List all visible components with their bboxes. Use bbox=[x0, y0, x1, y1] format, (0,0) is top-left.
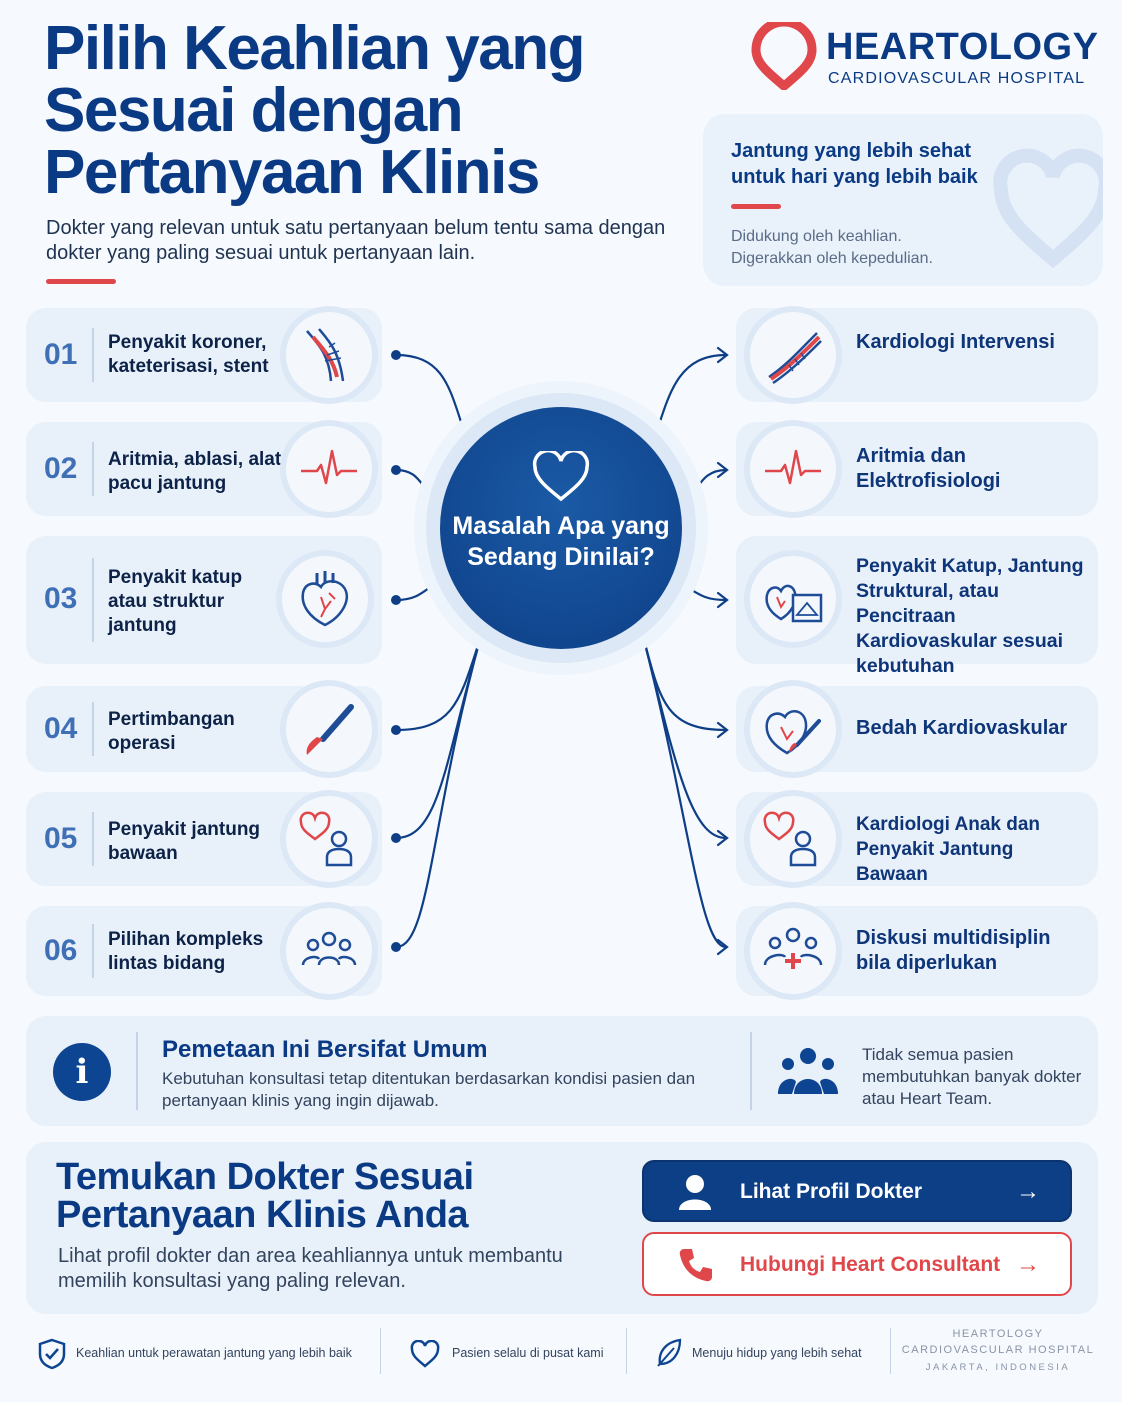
user-icon bbox=[678, 1174, 712, 1210]
specialty-text: Kardiologi Intervensi bbox=[856, 331, 1055, 353]
divider bbox=[92, 702, 94, 756]
heart-surgery-icon bbox=[763, 699, 823, 759]
info-side-note: Tidak semua pasien membutuhkan banyak dokter atau Heart Team. bbox=[862, 1045, 1082, 1108]
divider bbox=[92, 442, 94, 496]
divider bbox=[92, 924, 94, 978]
group-people-icon bbox=[776, 1046, 840, 1098]
specialty-card-pediatric[interactable] bbox=[736, 792, 1098, 886]
heart-echo-icon bbox=[763, 569, 823, 629]
footer-divider bbox=[890, 1328, 891, 1374]
specialty-text: Kardiologi Anak dan Penyakit Jantung Bawaan bbox=[856, 814, 1041, 885]
info-title: Pemetaan Ini Bersifat Umum bbox=[162, 1036, 488, 1063]
footer-text: Pasien selalu di pusat kami bbox=[452, 1346, 604, 1360]
arrow-right-icon: → bbox=[1016, 1178, 1040, 1205]
question-number: 04 bbox=[44, 712, 78, 745]
contact-heart-consultant-button[interactable] bbox=[642, 1232, 1072, 1296]
specialty-text: Bedah Kardiovaskular bbox=[856, 717, 1068, 739]
brand-name: HEARTOLOGY bbox=[826, 26, 1099, 68]
info-icon: i bbox=[53, 1043, 111, 1101]
view-doctor-profile-button[interactable] bbox=[642, 1160, 1072, 1222]
team-medical-icon bbox=[763, 921, 823, 981]
footer-text: Menuju hidup yang lebih sehat bbox=[692, 1346, 862, 1360]
question-text: Penyakit katup atau struktur jantung bbox=[108, 567, 243, 636]
heart-outline-icon bbox=[532, 451, 590, 503]
question-number: 05 bbox=[44, 822, 78, 855]
artery-stent-icon bbox=[299, 325, 359, 385]
question-icon-circle bbox=[286, 908, 372, 994]
specialty-text: Diskusi multidisiplin bila diperlukan bbox=[856, 927, 1051, 974]
question-card-01[interactable] bbox=[26, 308, 382, 402]
footer-divider bbox=[626, 1328, 627, 1374]
question-icon-circle bbox=[286, 312, 372, 398]
specialty-icon-circle bbox=[750, 556, 836, 642]
question-text: Penyakit koroner, kateterisasi, stent bbox=[108, 332, 269, 377]
question-card-05[interactable] bbox=[26, 792, 382, 886]
cta-text: Lihat profil dokter dan area keahliannya untuk membantu memilih konsultasi yang paling relevan. bbox=[58, 1245, 563, 1292]
ecg-pulse-icon bbox=[299, 439, 359, 499]
specialty-icon-circle bbox=[750, 426, 836, 512]
divider bbox=[750, 1032, 752, 1110]
page-title: Pilih Keahlian yang Sesuai dengan Pertanyaan Klinis bbox=[44, 14, 584, 207]
brand-subtitle: CARDIOVASCULAR HOSPITAL bbox=[828, 70, 1086, 87]
question-text: Pilihan kompleks lintas bidang bbox=[108, 929, 264, 974]
question-icon-circle bbox=[286, 686, 372, 772]
scalpel-icon bbox=[299, 699, 359, 759]
specialty-card-multidisciplinary[interactable] bbox=[736, 906, 1098, 996]
info-text: Kebutuhan konsultasi tetap ditentukan berdasarkan kondisi pasien dan pertanyaan klinis yang ingin dijawab. bbox=[162, 1069, 696, 1110]
question-icon-circle bbox=[286, 426, 372, 512]
shield-check-icon bbox=[38, 1338, 66, 1370]
footer-text: Keahlian untuk perawatan jantung yang lebih baik bbox=[76, 1346, 352, 1360]
child-heart-icon bbox=[299, 809, 359, 869]
page-subtitle: Dokter yang relevan untuk satu pertanyaan belum tentu sama dengan dokter yang paling sesuai untuk pertanyaan lain. bbox=[46, 217, 666, 264]
question-card-04[interactable] bbox=[26, 686, 382, 772]
button-label: Lihat Profil Dokter bbox=[740, 1180, 923, 1203]
divider bbox=[92, 558, 94, 642]
question-number: 06 bbox=[44, 934, 78, 967]
center-question: Masalah Apa yang Sedang Dinilai? bbox=[452, 512, 670, 571]
specialty-text: Penyakit Katup, Jantung Struktural, atau Pencitraan Kardiovaskular sesuai kebutuhan bbox=[856, 555, 1084, 677]
question-text: Aritmia, ablasi, alat pacu jantung bbox=[108, 449, 282, 494]
info-box bbox=[26, 1016, 1098, 1126]
divider bbox=[136, 1032, 138, 1110]
tagline-text: Didukung oleh keahlian. Digerakkan oleh kepedulian. bbox=[731, 228, 933, 267]
child-heart-icon bbox=[763, 809, 823, 869]
specialty-icon-circle bbox=[750, 796, 836, 882]
specialty-icon-circle bbox=[750, 908, 836, 994]
specialty-icon-circle bbox=[750, 686, 836, 772]
button-label: Hubungi Heart Consultant bbox=[740, 1253, 1001, 1276]
footer-brand-location: JAKARTA, INDONESIA bbox=[925, 1362, 1071, 1373]
footer-brand-name: HEARTOLOGY bbox=[952, 1328, 1044, 1340]
tagline-title: Jantung yang lebih sehat untuk hari yang lebih baik bbox=[731, 140, 978, 188]
footer-divider bbox=[380, 1328, 381, 1374]
ecg-pulse-icon bbox=[763, 439, 823, 499]
question-number: 01 bbox=[44, 338, 78, 371]
divider bbox=[92, 812, 94, 866]
center-question-hub bbox=[440, 407, 682, 649]
question-number: 02 bbox=[44, 452, 78, 485]
specialty-card-surgery[interactable] bbox=[736, 686, 1098, 772]
question-icon-circle bbox=[282, 556, 368, 642]
anatomical-heart-icon bbox=[295, 569, 355, 629]
arrow-right-icon: → bbox=[1016, 1251, 1040, 1278]
cta-title: Temukan Dokter Sesuai Pertanyaan Klinis Anda bbox=[56, 1156, 474, 1236]
cta-section bbox=[26, 1142, 1098, 1314]
question-text: Pertimbangan operasi bbox=[108, 709, 235, 754]
specialty-text: Aritmia dan Elektrofisiologi bbox=[856, 445, 1001, 492]
question-text: Penyakit jantung bawaan bbox=[108, 819, 261, 864]
question-card-03[interactable] bbox=[26, 536, 382, 664]
phone-icon bbox=[678, 1247, 714, 1283]
heart-outline-icon bbox=[410, 1340, 440, 1368]
specialty-card-structural[interactable] bbox=[736, 536, 1098, 677]
question-icon-circle bbox=[286, 796, 372, 882]
question-card-06[interactable] bbox=[26, 906, 382, 996]
specialty-card-electrophysiology[interactable] bbox=[736, 422, 1098, 516]
artery-stent-icon bbox=[763, 325, 823, 385]
divider bbox=[92, 328, 94, 382]
question-card-02[interactable] bbox=[26, 422, 382, 516]
footer-brand-sub: CARDIOVASCULAR HOSPITAL bbox=[901, 1344, 1095, 1356]
specialty-card-interventional[interactable] bbox=[736, 308, 1098, 402]
leaf-icon bbox=[656, 1338, 682, 1368]
team-icon bbox=[299, 921, 359, 981]
specialty-icon-circle bbox=[750, 312, 836, 398]
question-number: 03 bbox=[44, 582, 78, 615]
